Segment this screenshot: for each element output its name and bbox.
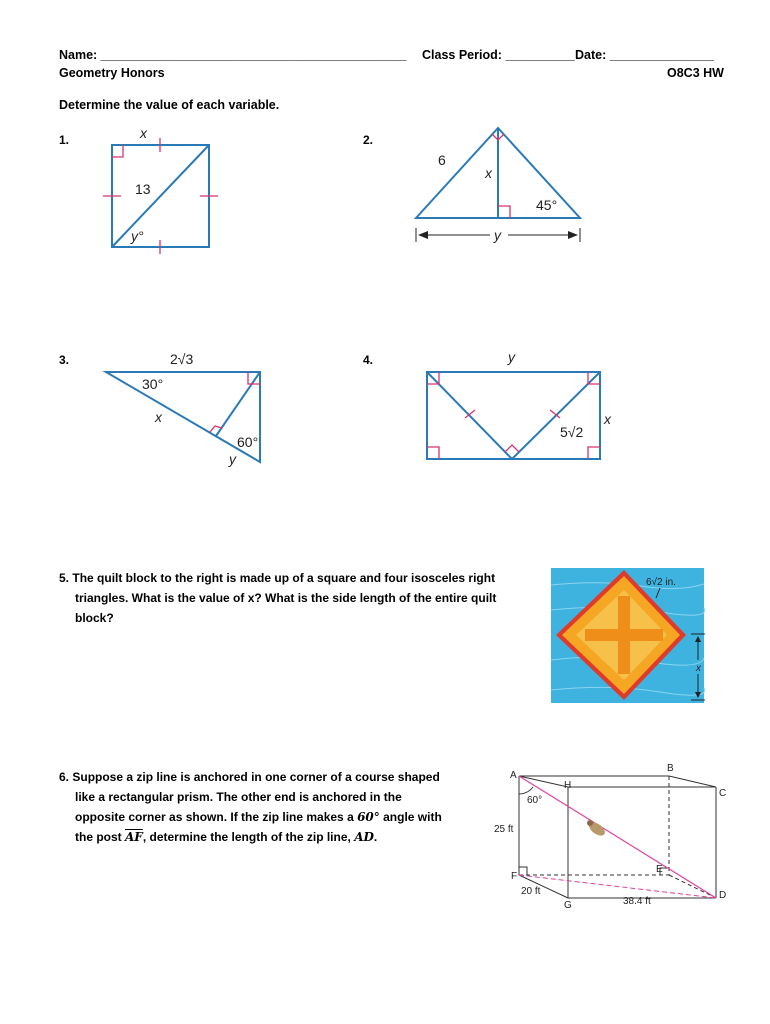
label-D: D bbox=[719, 890, 727, 901]
angle-60-label: 60° bbox=[527, 795, 543, 806]
p2-6-label: 6 bbox=[438, 152, 446, 168]
label-H: H bbox=[564, 780, 572, 791]
p2-x-label: x bbox=[485, 165, 492, 181]
label-B: B bbox=[667, 763, 674, 774]
problem-5-text: 5. The quilt block to the right is made up of a square and four isosceles right triangles. What is the value of x? What is the side length of the entire quilt block? bbox=[59, 571, 497, 625]
p3-30-label: 30° bbox=[142, 376, 164, 392]
instructions: Determine the value of each variable. bbox=[59, 98, 280, 112]
name-field-label: Name: ____________________________________________ bbox=[59, 48, 407, 62]
label-F: F bbox=[511, 871, 518, 882]
length-38-label: 38.4 ft bbox=[623, 896, 651, 907]
p2-45-label: 45° bbox=[536, 197, 558, 213]
label-G: G bbox=[564, 900, 572, 911]
problem-4-number: 4. bbox=[363, 353, 374, 367]
zip-line bbox=[519, 776, 716, 898]
p4-x-label: x bbox=[604, 411, 611, 427]
problem-1-number: 1. bbox=[59, 133, 70, 147]
height-label: 25 ft bbox=[494, 824, 514, 835]
angle-arc bbox=[519, 787, 533, 794]
figure-4-marks bbox=[427, 372, 600, 459]
p4-y-label: y bbox=[508, 349, 515, 365]
problem-2-number: 2. bbox=[363, 133, 374, 147]
problem-3-number: 3. bbox=[59, 353, 70, 367]
p3-y-label: y bbox=[229, 451, 236, 467]
p3-60-label: 60° bbox=[237, 434, 259, 450]
problem-6-text: 6. Suppose a zip line is anchored in one corner of a course shaped like a rectangular prism. The other end is anchored in the opposite corner as shown. If the zip line makes a 60° angle with the post $\overline{AF}$, determine the length of the zip line, AD. bbox=[59, 770, 442, 844]
class-period-label: Class Period: __________ bbox=[422, 48, 575, 62]
label-A: A bbox=[510, 770, 517, 781]
floor-diagonal bbox=[519, 875, 716, 898]
quilt-x-label: x bbox=[696, 663, 701, 674]
p4-diag-label: 5√2 bbox=[560, 424, 584, 440]
figure-2-marks bbox=[492, 134, 510, 218]
p1-13-label: 13 bbox=[135, 181, 151, 197]
label-C: C bbox=[719, 788, 727, 799]
p1-x-label: x bbox=[140, 125, 147, 141]
p3-top-label: 2√3 bbox=[170, 351, 194, 367]
figure-3-marks bbox=[210, 372, 260, 432]
figure-1-square bbox=[112, 145, 209, 247]
label-E: E bbox=[656, 864, 663, 875]
quilt-label: 6√2 in. bbox=[646, 577, 676, 588]
p2-y-label: y bbox=[494, 227, 501, 243]
quilt-block-image bbox=[551, 568, 705, 703]
course-title: Geometry Honors bbox=[59, 66, 165, 80]
width-20-label: 20 ft bbox=[521, 886, 541, 897]
date-label: Date: _______________ bbox=[575, 48, 715, 62]
p1-y-label: y° bbox=[131, 228, 144, 244]
p3-x-label: x bbox=[155, 409, 162, 425]
assignment-code: O8C3 HW bbox=[667, 66, 724, 80]
